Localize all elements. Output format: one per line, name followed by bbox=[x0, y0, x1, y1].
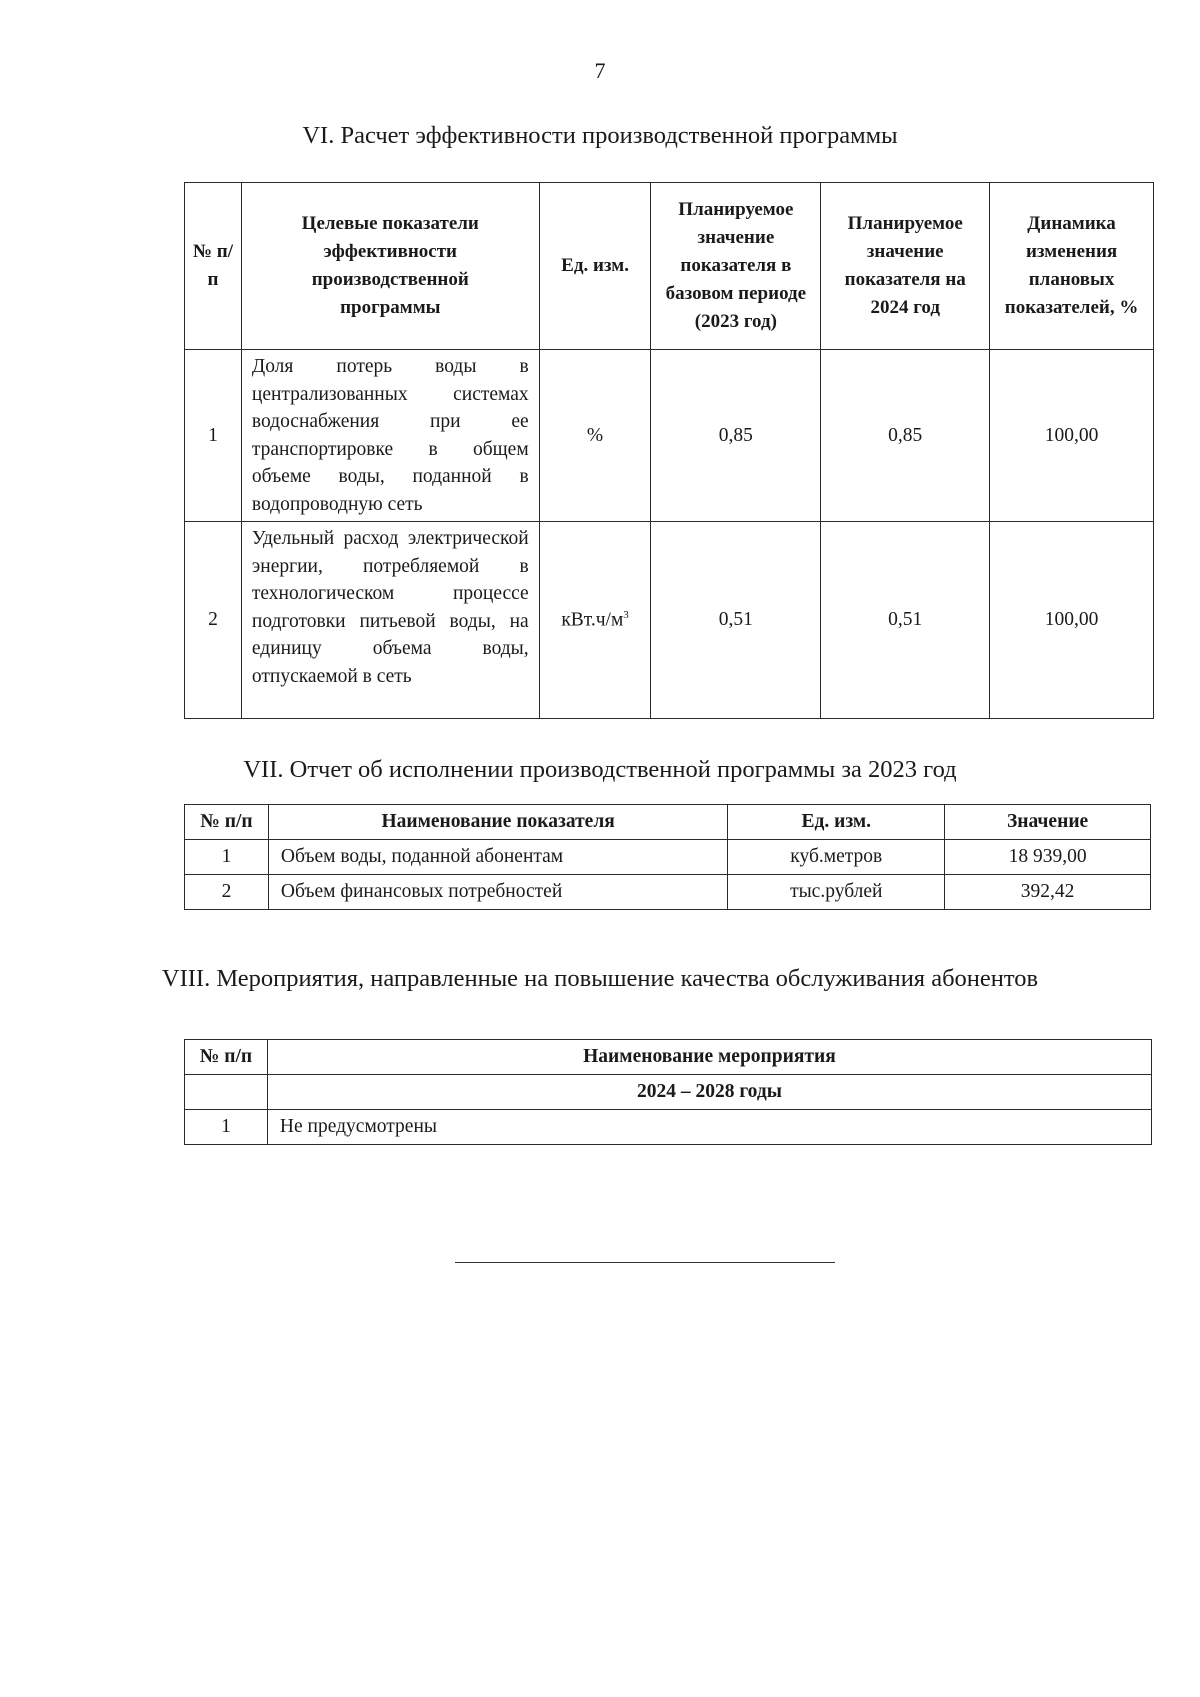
row-name: Объем финансовых потребностей bbox=[268, 875, 727, 910]
report-table bbox=[184, 804, 1151, 910]
header-num: № п/п bbox=[185, 183, 242, 350]
row-unit: куб.метров bbox=[728, 840, 945, 875]
row-num: 2 bbox=[185, 875, 269, 910]
page-number: 7 bbox=[594, 58, 606, 83]
table-row bbox=[185, 522, 1154, 719]
row-dynamics: 100,00 bbox=[990, 522, 1154, 719]
row-indicator: Доля потерь воды в централизованных системах водоснабжения при ее транспортировке в общем объеме воды, поданной в водопроводную сеть bbox=[241, 350, 539, 522]
row-unit-cell bbox=[539, 522, 651, 719]
row-value: 392,42 bbox=[945, 875, 1151, 910]
header-unit: Ед. изм. bbox=[539, 183, 651, 350]
table-header-row bbox=[185, 1040, 1152, 1075]
row-base-value: 0,51 bbox=[651, 522, 821, 719]
row-base-value: 0,85 bbox=[651, 350, 821, 522]
row-num: 1 bbox=[185, 350, 242, 522]
header-unit: Ед. изм. bbox=[728, 805, 945, 840]
header-num: № п/п bbox=[185, 1040, 268, 1075]
row-num: 2 bbox=[185, 522, 242, 719]
header-plan-value: Планируемое значение показателя на 2024 год bbox=[821, 183, 990, 350]
row-indicator: Удельный расход электрической энергии, потребляемой в технологическом процессе подготовки питьевой воды, на единицу объема воды, отпускаемой в сеть bbox=[241, 522, 539, 719]
header-num: № п/п bbox=[185, 805, 269, 840]
table-row bbox=[185, 1110, 1152, 1145]
header-value: Значение bbox=[945, 805, 1151, 840]
header-base-value: Планируемое значение показателя в базовом периоде (2023 год) bbox=[651, 183, 821, 350]
table-header-row bbox=[185, 183, 1154, 350]
header-name: Наименование мероприятия bbox=[267, 1040, 1151, 1075]
table-row bbox=[185, 840, 1151, 875]
row-dynamics: 100,00 bbox=[990, 350, 1154, 522]
efficiency-table bbox=[184, 182, 1154, 719]
row-name: Не предусмотрены bbox=[267, 1110, 1151, 1145]
period-empty-cell bbox=[185, 1075, 268, 1110]
table-row bbox=[185, 875, 1151, 910]
row-unit: тыс.рублей bbox=[728, 875, 945, 910]
row-value: 18 939,00 bbox=[945, 840, 1151, 875]
period-row bbox=[185, 1075, 1152, 1110]
table-header-row bbox=[185, 805, 1151, 840]
unit-superscript: 3 bbox=[623, 608, 629, 621]
header-indicator: Целевые показатели эффективности производственной программы bbox=[241, 183, 539, 350]
header-name: Наименование показателя bbox=[268, 805, 727, 840]
end-divider bbox=[455, 1262, 835, 1263]
row-name: Объем воды, поданной абонентам bbox=[268, 840, 727, 875]
section-8-title: VIII. Мероприятия, направленные на повышение качества обслуживания абонентов bbox=[161, 965, 1039, 992]
header-dynamics: Динамика изменения плановых показателей, % bbox=[990, 183, 1154, 350]
row-num: 1 bbox=[185, 840, 269, 875]
row-unit: кВт.ч/м bbox=[561, 609, 624, 631]
section-6-title: VI. Расчет эффективности производственной программы bbox=[302, 122, 898, 149]
row-unit: % bbox=[539, 350, 651, 522]
period-label: 2024 – 2028 годы bbox=[267, 1075, 1151, 1110]
row-plan-value: 0,51 bbox=[821, 522, 990, 719]
measures-table bbox=[184, 1039, 1152, 1145]
row-num: 1 bbox=[185, 1110, 268, 1145]
section-7-title: VII. Отчет об исполнении производственной программы за 2023 год bbox=[243, 756, 957, 783]
table-row bbox=[185, 350, 1154, 522]
row-plan-value: 0,85 bbox=[821, 350, 990, 522]
